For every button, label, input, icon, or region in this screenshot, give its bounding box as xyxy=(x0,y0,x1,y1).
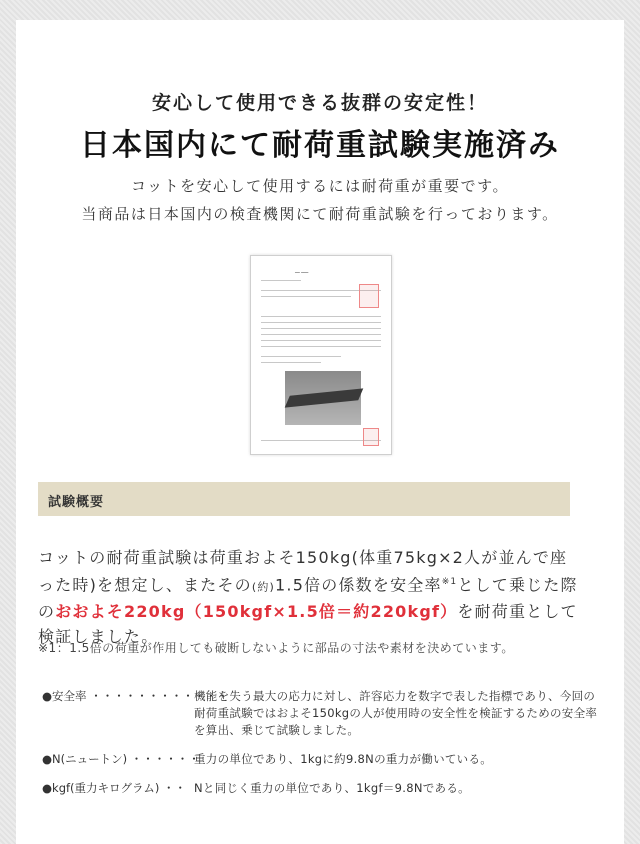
desc-approx: (約) xyxy=(251,580,276,594)
seal-stamp-2 xyxy=(363,428,379,446)
desc-part-3: として乗じた際の xyxy=(38,575,578,622)
definition-item xyxy=(38,751,598,768)
seal-stamp xyxy=(359,284,379,308)
definition-desc: 機能を失う最大の応力に対し、許容応力を数字で表した指標であり、今回の耐荷重試験ではおよそ150kgの人が使用時の安全性を検証するための安全率を算出、乗じて試験しました。 xyxy=(194,689,598,737)
lead-text: 安心して使用できる抜群の安定性！ xyxy=(151,92,488,114)
desc-part-4: を耐荷重として検証しました。 xyxy=(38,602,578,647)
intro-line-1: コットを安心して使用するには耐荷重が重要です。 xyxy=(130,177,509,195)
definition-term: ●安全率 ・・・・・・・・・・・・ xyxy=(42,689,229,703)
intro-text xyxy=(16,172,624,228)
definition-item xyxy=(38,780,598,797)
intro-line-2: 当商品は日本国内の検査機関にて耐荷重試験を行っております。 xyxy=(81,205,559,223)
definition-desc: Nと同じく重力の単位であり、1kgf＝9.8Nである。 xyxy=(194,781,470,795)
footnote-marker: ※1 xyxy=(441,577,458,587)
page-title: 日本国内にて耐荷重試験実施済み xyxy=(80,128,560,163)
test-description xyxy=(38,545,578,649)
definitions-list xyxy=(38,688,598,809)
definition-term: ●kgf(重力キログラム) ・・ xyxy=(42,781,187,795)
report-heading: ━━ ━━━ xyxy=(295,270,309,275)
section-header xyxy=(38,482,570,516)
definition-item xyxy=(38,688,598,739)
definition-term: ●N(ニュートン) ・・・・・・ xyxy=(42,752,200,766)
test-report-image xyxy=(250,255,392,455)
footnote: ※1：1.5倍の荷重が作用しても破断しないように部品の寸法や素材を決めています。 xyxy=(38,641,514,655)
desc-part-1: コットの耐荷重試験は荷重およそ150kg(体重75kg×2人が並んで座った時)を想定し、またその xyxy=(38,548,568,595)
desc-part-2: 1.5倍の係数を安全率 xyxy=(275,575,442,595)
section-title: 試験概要 xyxy=(48,495,105,510)
definition-desc: 重力の単位であり、1kgに約9.8Nの重力が働いている。 xyxy=(194,752,493,766)
load-highlight: おおよそ220kg（150kgf×1.5倍＝約220kgf） xyxy=(55,602,458,622)
